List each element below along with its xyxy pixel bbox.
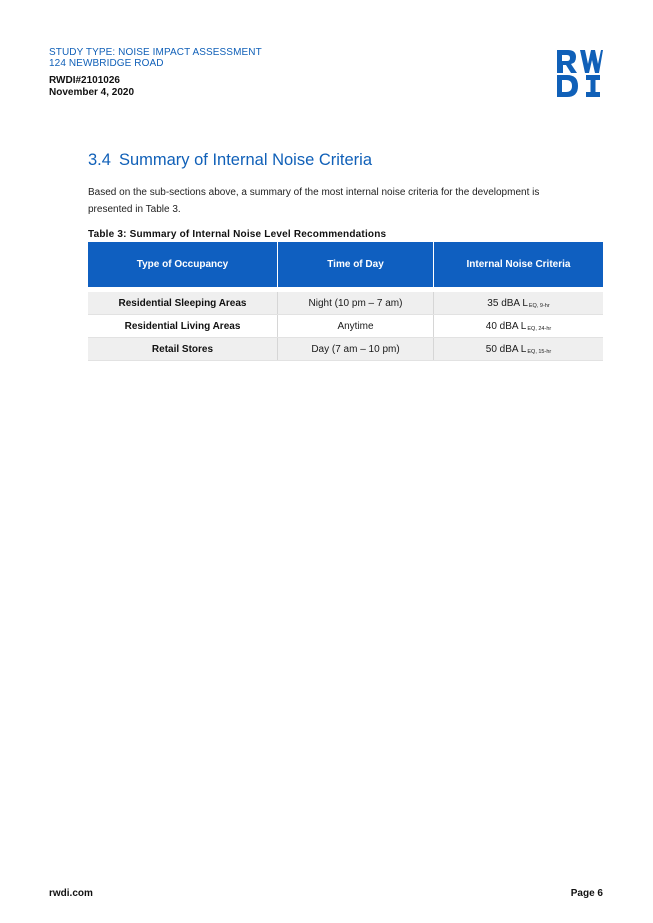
criteria-cell bbox=[434, 290, 604, 315]
section-title: Summary of Internal Noise Criteria bbox=[118, 151, 373, 169]
occupancy-cell: Residential Sleeping Areas bbox=[88, 290, 278, 315]
document-header bbox=[49, 47, 262, 99]
criteria-cell bbox=[434, 338, 604, 361]
criteria-cell bbox=[434, 315, 604, 338]
table-header-row bbox=[88, 242, 603, 290]
criteria-value: 50 dBA L bbox=[485, 343, 527, 355]
section-heading bbox=[88, 151, 372, 170]
footer-website-link[interactable]: rwdi.com bbox=[49, 888, 93, 899]
header-occupancy: Type of Occupancy bbox=[88, 242, 278, 290]
criteria-subscript: EQ, 15-hr bbox=[527, 348, 552, 355]
occupancy-cell: Retail Stores bbox=[88, 338, 278, 361]
page-number: Page 6 bbox=[570, 888, 603, 899]
criteria-subscript: EQ, 9-hr bbox=[528, 302, 550, 309]
noise-criteria-table bbox=[88, 242, 603, 361]
table-row bbox=[88, 315, 603, 338]
time-cell: Day (7 am – 10 pm) bbox=[278, 338, 434, 361]
table-row bbox=[88, 290, 603, 315]
occupancy-cell: Residential Living Areas bbox=[88, 315, 278, 338]
report-date: November 4, 2020 bbox=[49, 87, 135, 98]
criteria-subscript: EQ, 24-hr bbox=[527, 325, 552, 332]
rwdi-logo-icon bbox=[556, 49, 604, 97]
criteria-value: 40 dBA L bbox=[485, 320, 527, 332]
criteria-value: 35 dBA L bbox=[487, 297, 528, 309]
project-address: 124 NEWBRIDGE ROAD bbox=[49, 58, 164, 69]
header-time-of-day: Time of Day bbox=[278, 242, 434, 290]
project-number: RWDI#2101026 bbox=[49, 75, 120, 86]
time-cell: Anytime bbox=[278, 315, 434, 338]
table-caption: Table 3: Summary of Internal Noise Level Recommendations bbox=[88, 229, 387, 240]
time-cell: Night (10 pm – 7 am) bbox=[278, 290, 434, 315]
study-type: STUDY TYPE: NOISE IMPACT ASSESSMENT bbox=[49, 47, 262, 58]
section-number: 3.4 bbox=[88, 151, 111, 169]
table-row bbox=[88, 338, 603, 361]
header-noise-criteria: Internal Noise Criteria bbox=[434, 242, 604, 290]
intro-paragraph: Based on the sub-sections above, a summary of the most internal noise criteria for the development is presented in Table 3. bbox=[88, 187, 540, 215]
